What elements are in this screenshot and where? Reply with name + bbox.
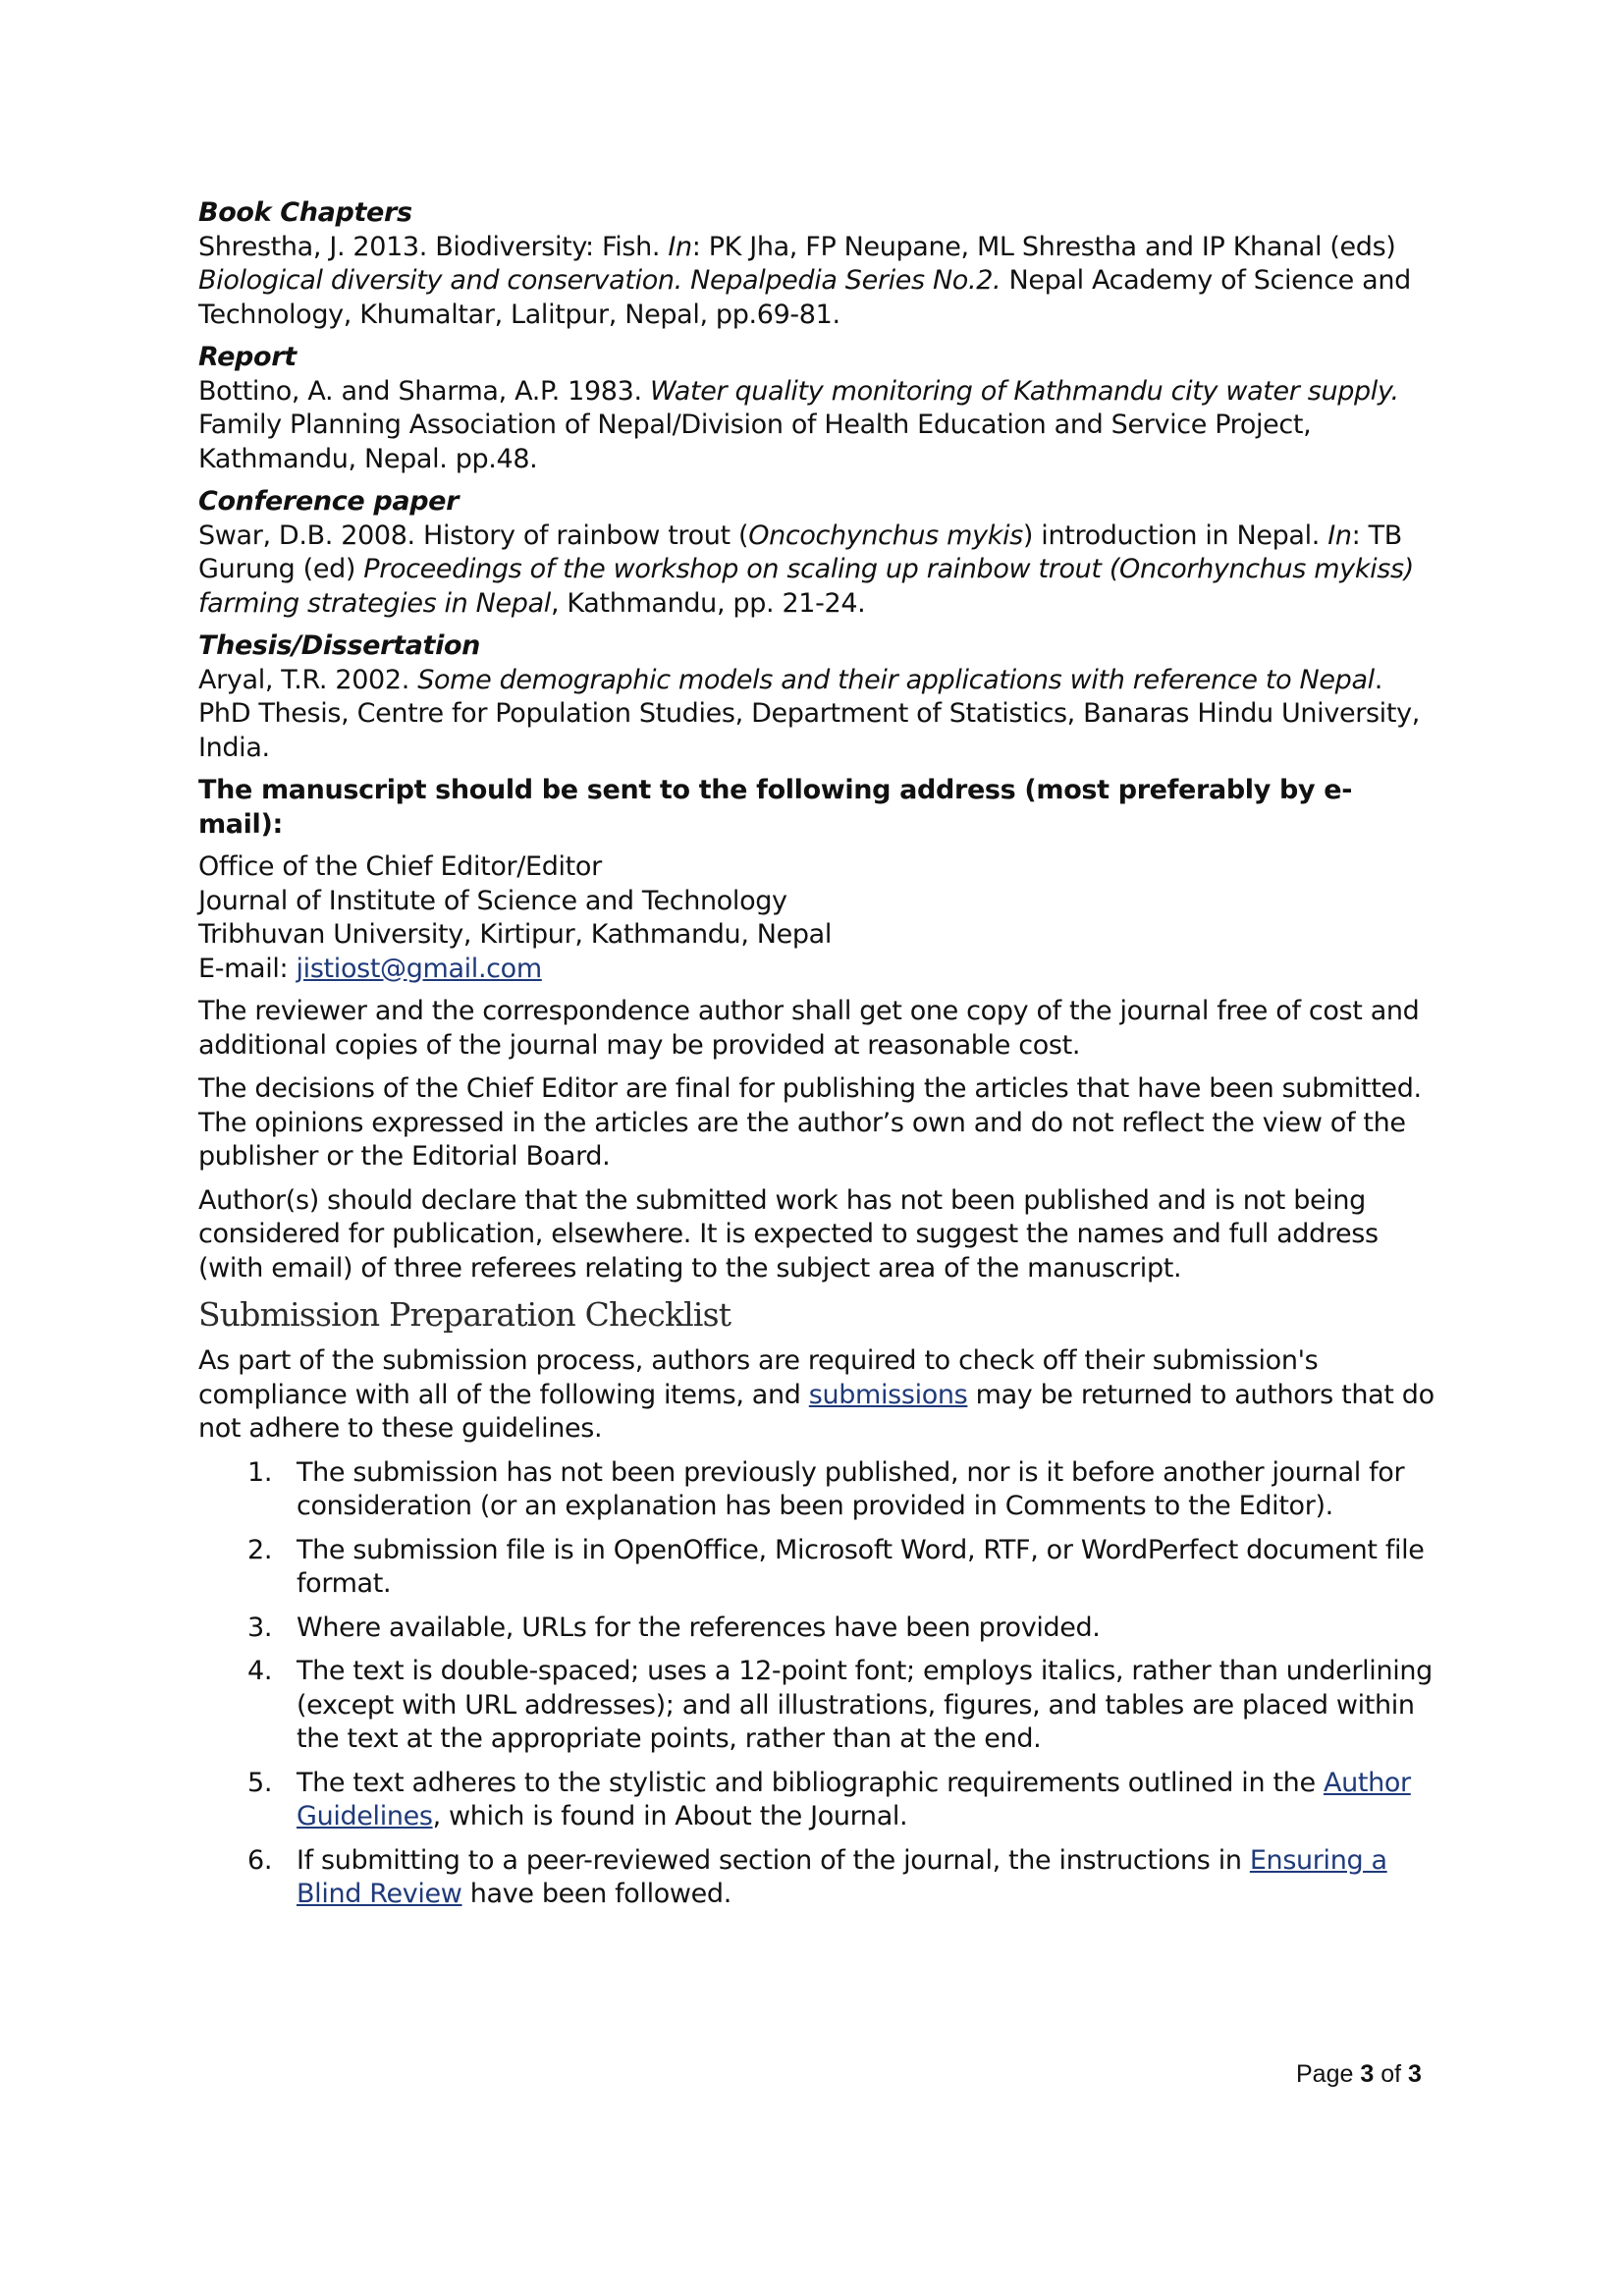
italic-title: Proceedings of the workshop on scaling up rainbow trout (Oncorhynchus mykiss) farming strategies in Nepal	[198, 554, 1414, 619]
checklist-item	[198, 1655, 1435, 1757]
item-text: Where available, URLs for the references have been provided.	[297, 1612, 1101, 1643]
reference-text: ) introduction in Nepal.	[1022, 519, 1328, 551]
checklist-item	[198, 1844, 1435, 1912]
of-label: of	[1374, 2060, 1408, 2088]
item-number: 4.	[247, 1656, 273, 1686]
checklist-item	[198, 1534, 1435, 1602]
reference-entry	[198, 231, 1435, 333]
item-text: The text adheres to the stylistic and bibliographic requirements outlined in the	[297, 1767, 1324, 1798]
reference-text: : TB Gurung (ed)	[198, 519, 1402, 584]
reference-text: . PhD Thesis, Centre for Population Studies, Department of Statistics, Banaras Hindu University, India.	[198, 664, 1420, 763]
address-line: Journal of Institute of Science and Technology	[198, 885, 787, 916]
item-text: The submission file is in OpenOffice, Microsoft Word, RTF, or WordPerfect document file format.	[297, 1534, 1425, 1599]
checklist-item	[198, 1612, 1435, 1646]
reference-text: Swar, D.B. 2008. History of rainbow trout (	[198, 519, 749, 551]
reference-entry	[198, 664, 1435, 766]
italic-title: Water quality monitoring of Kathmandu city water supply.	[649, 375, 1399, 407]
page-footer	[1296, 2060, 1422, 2089]
italic-title: Biological diversity and conservation. Nepalpedia Series No.2.	[198, 265, 1001, 296]
italic-title: Oncochynchus mykis	[748, 519, 1023, 551]
item-number: 2.	[247, 1534, 273, 1565]
reference-text: Aryal, T.R. 2002.	[198, 664, 418, 695]
address-line: Office of the Chief Editor/Editor	[198, 851, 602, 882]
address-line: Tribhuvan University, Kirtipur, Kathmandu, Nepal	[198, 919, 833, 950]
reference-section	[198, 629, 1435, 765]
reference-text: : PK Jha, FP Neupane, ML Shrestha and IP Khanal (eds)	[691, 231, 1396, 262]
reference-text: Family Planning Association of Nepal/Division of Health Education and Service Project, Kathmandu, Nepal. pp.48.	[198, 410, 1312, 474]
author-guidelines-link[interactable]: Author Guidelines	[297, 1767, 1411, 1831]
item-number: 5.	[247, 1767, 273, 1798]
reference-section	[198, 196, 1435, 332]
section-heading-thesis: Thesis/Dissertation	[198, 630, 481, 661]
item-text: The submission has not been previously published, nor is it before another journal for consideration (or an explanation has been provided in Comments to the Editor).	[297, 1456, 1405, 1521]
section-heading-conference-paper: Conference paper	[198, 486, 460, 517]
item-text: The text is double-spaced; uses a 12-point font; employs italics, rather than underlining (except with URL addresses); and all illustrations, figures, and tables are placed within the text at the appropriate points, rather than at the end.	[297, 1656, 1433, 1754]
reference-text: Shrestha, J. 2013. Biodiversity: Fish.	[198, 231, 669, 262]
reference-section	[198, 341, 1435, 476]
checklist-item	[198, 1767, 1435, 1834]
reference-text: , Kathmandu, pp. 21-24.	[550, 587, 866, 619]
reference-text: Nepal Academy of Science and Technology, Khumaltar, Lalitpur, Nepal, pp.69-81.	[198, 265, 1411, 330]
italic-title: Some demographic models and their applications with reference to Nepal	[417, 664, 1375, 695]
checklist-items	[198, 1456, 1435, 1912]
item-number: 1.	[247, 1456, 273, 1488]
item-text: have been followed.	[461, 1879, 731, 1909]
checklist-intro	[198, 1344, 1435, 1447]
item-text: If submitting to a peer-reviewed section of the journal, the instructions in	[297, 1844, 1250, 1876]
intro-text: may be returned to authors that do not adhere to these guidelines.	[198, 1379, 1435, 1444]
submissions-link[interactable]: submissions	[808, 1379, 968, 1410]
item-number: 6.	[247, 1844, 273, 1876]
reference-section	[198, 485, 1435, 621]
section-heading-book-chapters: Book Chapters	[198, 197, 412, 228]
email-line	[198, 953, 1435, 987]
copies-paragraph: The reviewer and the correspondence author shall get one copy of the journal free of cost and additional copies of the journal may be provided at reasonable cost.	[198, 996, 1420, 1061]
blind-review-link[interactable]: Ensuring a Blind Review	[297, 1844, 1387, 1909]
reference-text: Bottino, A. and Sharma, A.P. 1983.	[198, 375, 650, 407]
item-number: 3.	[247, 1612, 273, 1643]
item-text: , which is found in About the Journal.	[432, 1801, 908, 1831]
document-page	[198, 196, 1435, 1922]
address-block	[198, 850, 1435, 986]
reference-entry	[198, 375, 1435, 477]
decisions-paragraph: The decisions of the Chief Editor are final for publishing the articles that have been submitted. The opinions expressed in the articles are the author’s own and do not reflect the view of the publisher or the Editorial Board.	[198, 1073, 1422, 1172]
checklist-title: Submission Preparation Checklist	[198, 1295, 731, 1334]
italic-title: In	[1327, 519, 1352, 551]
reference-entry	[198, 519, 1435, 622]
total-pages: 3	[1408, 2060, 1422, 2088]
checklist-item	[198, 1456, 1435, 1524]
italic-title: In	[668, 231, 692, 262]
intro-text: As part of the submission process, authors are required to check off their submission's compliance with all of the following items, and	[198, 1345, 1319, 1410]
email-label: E-mail:	[198, 953, 297, 984]
current-page: 3	[1360, 2060, 1375, 2088]
email-link[interactable]: jistiost@gmail.com	[296, 953, 542, 984]
manuscript-notice: The manuscript should be sent to the following address (most preferably by e-mail):	[198, 775, 1353, 840]
declaration-paragraph: Author(s) should declare that the submitted work has not been published and is not being considered for publication, elsewhere. It is expected to suggest the names and full address (with email) of three referees relating to the subject area of the manuscript.	[198, 1184, 1379, 1284]
page-label: Page	[1296, 2060, 1361, 2088]
section-heading-report: Report	[198, 342, 297, 372]
